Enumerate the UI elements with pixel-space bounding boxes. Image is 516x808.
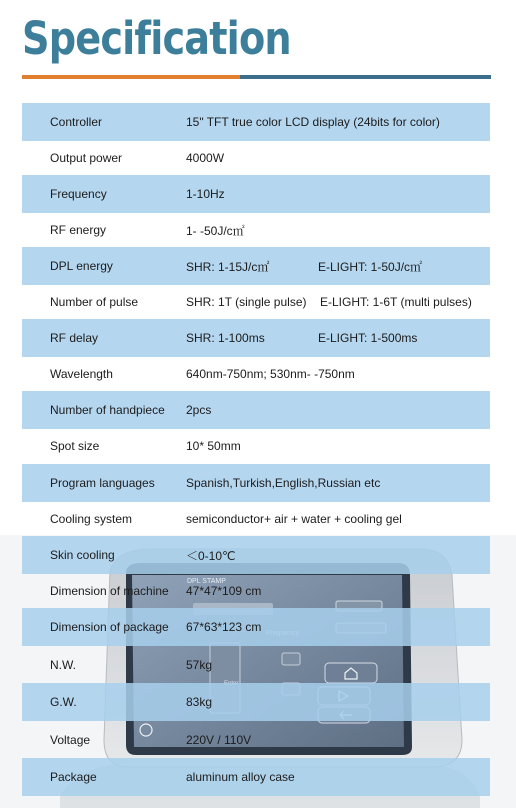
spec-label: DPL energy: [50, 259, 113, 273]
spec-row: [22, 464, 490, 502]
spec-value: aluminum alloy case: [186, 770, 295, 784]
spec-label: Number of pulse: [50, 295, 139, 309]
spec-row: [22, 211, 490, 249]
page-title: Specification: [22, 12, 291, 65]
spec-value: 10* 50mm: [186, 439, 241, 453]
spec-label: N.W.: [50, 658, 76, 672]
spec-row: [22, 139, 490, 177]
spec-label: RF delay: [50, 331, 99, 345]
spec-label: Spot size: [50, 439, 100, 453]
spec-value: ＜0-10℃: [186, 548, 236, 563]
spec-label: Wavelength: [50, 367, 113, 381]
spec-label: G.W.: [50, 695, 77, 709]
spec-row: [22, 247, 490, 285]
spec-value: 2pcs: [186, 403, 212, 417]
spec-value: Spanish,Turkish,English,Russian etc: [186, 476, 381, 490]
spec-label: Dimension of package: [50, 620, 169, 634]
title-underline-orange: [22, 75, 240, 79]
spec-label: Controller: [50, 115, 103, 129]
spec-label: Number of handpiece: [50, 403, 165, 417]
spec-label: Dimension of machine: [50, 584, 169, 598]
spec-row: [22, 758, 490, 796]
spec-value: 1- -50J/c㎡: [186, 223, 245, 238]
spec-row: [22, 608, 490, 646]
spec-value: SHR: 1T (single pulse): [186, 295, 307, 309]
machine-brand-text: DPL STAMP: [187, 578, 226, 585]
spec-value: 1-10Hz: [186, 187, 225, 201]
spec-row: [22, 427, 490, 465]
spec-row: [22, 283, 490, 321]
spec-value: SHR: 1-100ms: [186, 331, 265, 345]
spec-value-secondary: E-LIGHT: 1-500ms: [318, 331, 418, 345]
spec-row: [22, 103, 490, 141]
spec-value-secondary: E-LIGHT: 1-6T (multi pulses): [320, 295, 472, 309]
spec-row: [22, 646, 490, 684]
spec-label: Program languages: [50, 476, 155, 490]
spec-row: [22, 572, 490, 610]
spec-label: Skin cooling: [50, 548, 115, 562]
spec-row: [22, 721, 490, 759]
spec-row: [22, 391, 490, 429]
spec-row: [22, 355, 490, 393]
spec-label: Output power: [50, 151, 123, 165]
spec-value: 640nm-750nm; 530nm- -750nm: [186, 367, 355, 381]
spec-value: 57kg: [186, 658, 213, 672]
spec-value: 83kg: [186, 695, 213, 709]
spec-label: Frequency: [50, 187, 107, 201]
spec-value: 47*47*109 cm: [186, 584, 262, 598]
spec-value: 4000W: [186, 151, 225, 165]
spec-row: [22, 319, 490, 357]
spec-label: Cooling system: [50, 512, 133, 526]
spec-row: [22, 175, 490, 213]
spec-row: [22, 536, 490, 574]
spec-row: [22, 500, 490, 538]
spec-row: [22, 683, 490, 721]
spec-value: 220V / 110V: [186, 733, 252, 747]
spec-label: RF energy: [50, 223, 107, 237]
spec-value: SHR: 1-15J/c㎡: [186, 259, 270, 274]
spec-label: Package: [50, 770, 97, 784]
spec-value: 15" TFT true color LCD display (24bits for color): [186, 115, 440, 129]
spec-value-secondary: E-LIGHT: 1-50J/c㎡: [318, 259, 423, 274]
spec-value: 67*63*123 cm: [186, 620, 262, 634]
title-underline-blue: [240, 75, 491, 79]
spec-value: semiconductor+ air + water + cooling gel: [186, 512, 402, 526]
spec-label: Voltage: [50, 733, 91, 747]
